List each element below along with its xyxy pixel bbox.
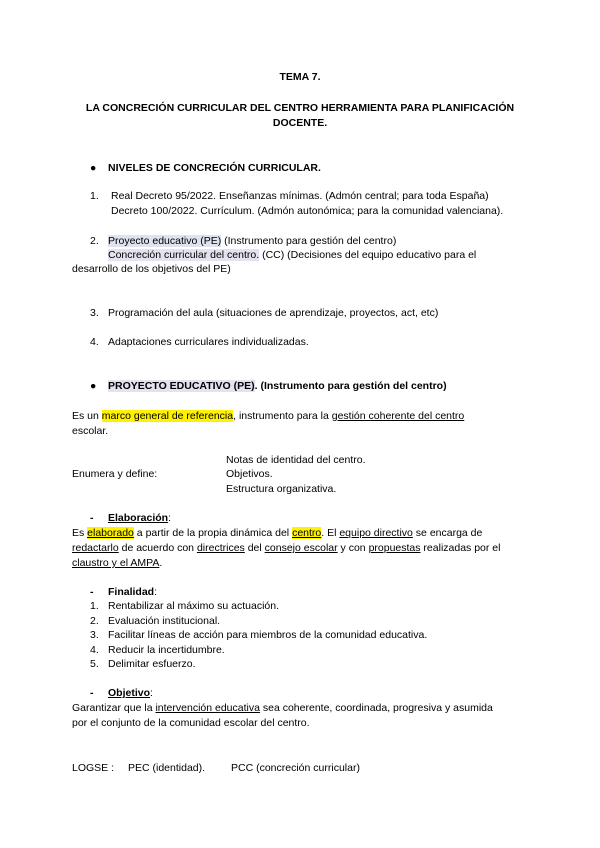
highlight-cc: Concreción curricular del centro. — [108, 249, 260, 261]
list-number: 2. — [90, 235, 99, 247]
elaboracion-line-2: redactarlo de acuerdo con directrices del consejo escolar y con propuestas realizadas por el — [72, 542, 501, 554]
enumera-item: Notas de identidad del centro. — [226, 454, 366, 466]
section-heading-proyecto: ● PROYECTO EDUCATIVO (PE). (Instrumento para gestión del centro) — [90, 380, 447, 392]
objetivo-line-1: Garantizar que la intervención educativa sea coherente, coordinada, progresiva y asumida — [72, 702, 493, 714]
subheading-elaboracion: - Elaboración: — [90, 512, 172, 524]
highlight-pe: Proyecto educativo (PE) — [108, 235, 222, 247]
proyecto-intro-line-2: escolar. — [72, 425, 109, 437]
finalidad-item: Facilitar líneas de acción para miembros de la comunidad educativa. — [108, 629, 428, 641]
section-heading-niveles — [90, 161, 321, 175]
list-item-text: Decreto 100/2022. Currículum. (Admón autonómica; para la comunidad valenciana). — [111, 205, 504, 217]
enumera-label: Enumera y define: — [72, 468, 158, 480]
proyecto-intro-line-1: Es un marco general de referencia, instrumento para la gestión coherente del centro — [72, 410, 465, 422]
list-item-text: Proyecto educativo (PE) (Instrumento para gestión del centro) — [108, 235, 397, 247]
highlight-marco: marco general de referencia — [101, 410, 234, 422]
list-number: 3. — [90, 307, 99, 319]
finalidad-number: 1. — [90, 600, 99, 612]
finalidad-item: Delimitar esfuerzo. — [108, 658, 196, 670]
highlight-elaborado: elaborado — [87, 527, 134, 539]
niveles-heading-text: NIVELES DE CONCRECIÓN CURRICULAR. — [108, 162, 321, 174]
list-item-text: Concreción curricular del centro. (CC) (Decisiones del equipo educativo para el — [108, 249, 477, 261]
subheading-objetivo: - Objetivo: — [90, 687, 153, 699]
finalidad-number: 2. — [90, 615, 99, 627]
document-title-line-1: LA CONCRECIÓN CURRICULAR DEL CENTRO HERRAMIENTA PARA PLANIFICACIÓN — [85, 102, 515, 114]
finalidad-item: Reducir la incertidumbre. — [108, 644, 225, 656]
proyecto-heading-highlight: PROYECTO EDUCATIVO (PE) — [108, 380, 255, 392]
logse-pcc: PCC (concreción curricular) — [231, 762, 360, 774]
finalidad-number: 5. — [90, 658, 99, 670]
topic-number: TEMA 7. — [279, 71, 321, 83]
list-item-text: Adaptaciones curriculares individualizadas. — [108, 336, 309, 348]
logse-label: LOGSE : — [72, 762, 115, 774]
logse-pec: PEC (identidad). — [128, 762, 206, 774]
finalidad-item: Evaluación institucional. — [108, 615, 221, 627]
list-item-text: Programación del aula (situaciones de aprendizaje, proyectos, act, etc) — [108, 307, 439, 319]
elaboracion-line-1: Es elaborado a partir de la propia dinámica del centro. El equipo directivo se encarga de — [72, 527, 483, 539]
list-number: 1. — [90, 190, 99, 202]
highlight-centro: centro — [292, 527, 322, 539]
finalidad-item: Rentabilizar al máximo su actuación. — [108, 600, 279, 612]
elaboracion-line-3: claustro y el AMPA. — [72, 557, 163, 569]
bullet-icon: ● — [90, 380, 97, 392]
list-item-text: desarrollo de los objetivos del PE) — [72, 263, 231, 275]
finalidad-number: 4. — [90, 644, 99, 656]
subheading-finalidad: - Finalidad: — [90, 586, 158, 598]
objetivo-line-2: por el conjunto de la comunidad escolar del centro. — [72, 717, 310, 729]
document-title-line-2: DOCENTE. — [272, 117, 328, 129]
list-item-text: Real Decreto 95/2022. Enseñanzas mínimas. (Admón central; para toda España) — [111, 190, 489, 202]
finalidad-number: 3. — [90, 629, 99, 641]
enumera-item: Objetivos. — [226, 468, 273, 480]
enumera-item: Estructura organizativa. — [226, 483, 337, 495]
list-number: 4. — [90, 336, 99, 348]
bullet-icon: ● — [90, 162, 97, 174]
